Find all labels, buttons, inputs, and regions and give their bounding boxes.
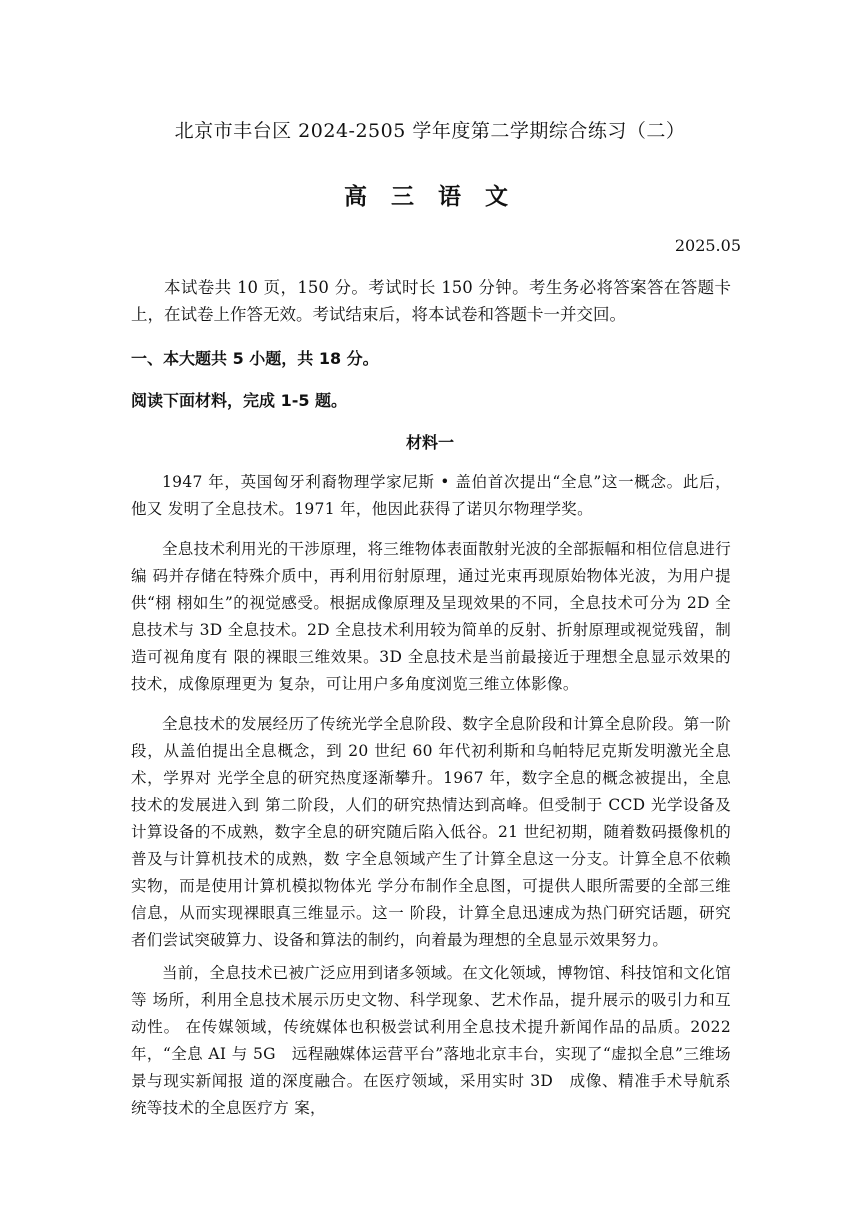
material-paragraph: 全息技术的发展经历了传统光学全息阶段、数字全息阶段和计算全息阶段。第一阶段，从盖伯提出全息概念，到 20 世纪 60 年代初利斯和乌帕特尼克斯发明激光全息术，学界对 光学全息的研究热度逐渐攀升。1967 年，数字全息的概念被提出，全息技术的发展进入到 第二阶段，人们的研究热情达到高峰。但受制于 CCD 光学设备及计算设备的不成熟，数字全息的研究随后陷入低谷。21 世纪初期，随着数码摄像机的普及与计算机技术的成熟，数 字全息领域产生了计算全息这一分支。计算全息不依赖实物，而是使用计算机模拟物体光 学分布制作全息图，可提供人眼所需要的全部三维信息，从而实现裸眼真三维显示。这一 阶段，计算全息迅速成为热门研究话题，研究者们尝试突破算力、设备和算法的制约，向着最为理想的全息显示效果努力。 xyxy=(131,715,731,949)
reading-instruction: 阅读下面材料，完成 1-5 题。 xyxy=(131,391,348,410)
exam-date: 2025.05 xyxy=(674,236,741,255)
material-paragraph: 全息技术利用光的干涉原理，将三维物体表面散射光波的全部振幅和相位信息进行编 码并存储在特殊介质中，再利用衍射原理，通过光束再现原始物体光波，为用户提供“栩 栩如生”的视觉感受。根据成像原理及呈现效果的不同，全息技术可分为 2D 全息技术与 3D 全息技术。2D 全息技术利用较为简单的反射、折射原理或视觉残留，制造可视角度有 限的裸眼三维效果。3D 全息技术是当前最接近于理想全息显示效果的技术，成像原理更为 复杂，可让用户多角度浏览三维立体影像。 xyxy=(131,540,731,693)
exam-title: 北京市丰台区 2024-2505 学年度第二学期综合练习（二） xyxy=(174,120,686,142)
exam-notice: 本试卷共 10 页，150 分。考试时长 150 分钟。考生务必将答案答在答题卡上，在试卷上作答无效。考试结束后，将本试卷和答题卡一并交回。 xyxy=(131,278,731,324)
material-paragraph: 1947 年，英国匈牙利裔物理学家尼斯 • 盖伯首次提出“全息”这一概念。此后，他又 发明了全息技术。1971 年，他因此获得了诺贝尔物理学奖。 xyxy=(131,473,731,518)
material-title: 材料一 xyxy=(405,433,454,452)
material-paragraph: 当前，全息技术已被广泛应用到诸多领域。在文化领域，博物馆、科技馆和文化馆等 场所，利用全息技术展示历史文物、科学现象、艺术作品，提升展示的吸引力和互动性。 在传媒领域，传统媒体也积极尝试利用全息技术提升新闻作品的品质。2022 年，“全息 AI 与 5G 远程融媒体运营平台”落地北京丰台，实现了“虚拟全息”三维场景与现实新闻报 道的深度融合。在医疗领域，采用实时 3D 成像、精准手术导航系统等技术的全息医疗方 案， xyxy=(131,964,731,1117)
subject-title: 高 三 语 文 xyxy=(343,183,517,210)
section-heading-part-one: 一、本大题共 5 小题，共 18 分。 xyxy=(131,349,379,368)
